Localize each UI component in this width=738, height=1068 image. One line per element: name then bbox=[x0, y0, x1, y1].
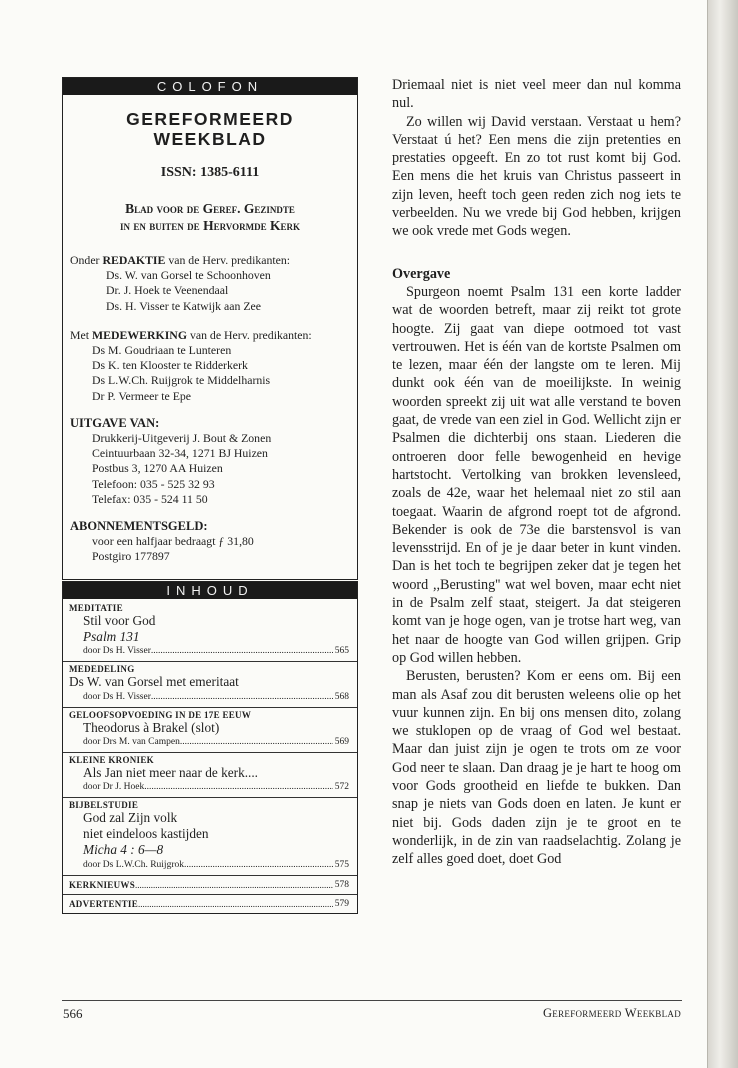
redaktie-block bbox=[63, 253, 357, 314]
subtitle-line2: in en buiten de Hervormde Kerk bbox=[120, 218, 300, 233]
toc-category: KLEINE KRONIEK bbox=[69, 754, 154, 765]
toc-dot-leader bbox=[184, 859, 333, 872]
page-number: 566 bbox=[63, 1006, 83, 1021]
toc-title: Stil voor God bbox=[83, 613, 156, 628]
magazine-title-line1: GEREFORMEERD bbox=[126, 109, 294, 129]
uitgave-line: Telefax: 035 - 524 11 50 bbox=[92, 491, 208, 506]
toc-page: 568 bbox=[334, 691, 349, 702]
toc-title: God zal Zijn volk bbox=[83, 810, 178, 826]
toc-page: 565 bbox=[334, 646, 349, 657]
toc-entry bbox=[63, 798, 357, 872]
toc-entry bbox=[63, 753, 357, 794]
redaktie-heading bbox=[70, 253, 357, 268]
toc-category: MEDITATIE bbox=[69, 603, 123, 613]
inhoud-header: INHOUD bbox=[63, 582, 357, 599]
toc-title: Als Jan niet meer naar de kerk.... bbox=[83, 764, 259, 780]
toc-category: KERKNIEUWS bbox=[69, 879, 136, 890]
article-paragraph: Zo willen wij David verstaan. Verstaat u hem? Verstaat ú het? Een mens die zijn pretenties en prestaties opgeeft. En zo tot rust komt bij God. Een mens die het kruis van Christus passeert in zijn leven, heeft toch geen reden zich nog iets te verbeelden. Nu we vrede bij God hebben, krijgen we ook vrede met Gods wegen. bbox=[392, 113, 681, 240]
toc-dot-leader bbox=[151, 691, 333, 704]
medewerking-name: Dr P. Vermeer te Epe bbox=[92, 388, 192, 403]
magazine-title-line2: WEEKBLAD bbox=[153, 129, 267, 149]
toc-author-line bbox=[69, 691, 349, 704]
article-subheading: Overgave bbox=[392, 265, 451, 282]
abonnement-line: voor een halfjaar bedraagt ƒ 31,80 bbox=[92, 534, 254, 549]
uitgave-line: Drukkerij-Uitgeverij J. Bout & Zonen bbox=[92, 431, 272, 446]
inhoud-box bbox=[62, 581, 358, 914]
article-paragraph: Driemaal niet is niet veel meer dan nul komma nul. bbox=[392, 77, 681, 112]
toc-title: niet eindeloos kastijden bbox=[83, 826, 209, 842]
page-binding-edge bbox=[707, 0, 738, 1068]
uitgave-line: Ceintuurbaan 32-34, 1271 BJ Huizen bbox=[92, 446, 268, 461]
toc-page: 572 bbox=[334, 782, 349, 793]
medewerking-name: Ds M. Goudriaan te Lunteren bbox=[92, 343, 232, 358]
medewerking-block bbox=[63, 328, 357, 404]
uitgave-line: Telefoon: 035 - 525 32 93 bbox=[92, 476, 215, 491]
toc-dot-leader bbox=[144, 781, 333, 794]
toc-category: ADVERTENTIE bbox=[69, 898, 138, 909]
article-paragraph: Spurgeon noemt Psalm 131 een korte ladder wat de woorden betreft, maar zij reikt tot grote hoogte. Zij gaat van diepe ootmoed tot vast vertrouwen. Het is één van de kortste Psalmen om te lezen, maar één der langste om te leren. Mij dunkt ook één van de moeilijkste. In weinig woorden spreekt zij uit wat alle verstand te boven gaat, de vrede van een ziel in God. Wellicht zijn er Psalmen die dichterbij ons staan. Liederen die ontroeren door felle bewogenheid en hevige hartstocht. Vertolking van brokken levensleed, zoals de 42e, waar het helemaal niet zo stil aan toegaat. Waarin de afgrond roept tot de afgrond. Bekender is ook de 73e die barstensvol is van levensstrijd. En of je je daar beter in kunt vinden. Dan is het toch te begrijpen zeker dat je tegen het woord ,,Berusting'' wat wel boven, maar echt niet in de Psalm zelf staat, steigert. Ja dat steigeren komt van je hoge ogen, van je trotse hart weg, van het naar de hoogte van God willen grijpen. Grip op God willen hebben. bbox=[392, 283, 681, 666]
subtitle-line1: Blad voor de Geref. Gezindte bbox=[125, 201, 295, 216]
medewerking-name: Ds K. ten Klooster te Ridderkerk bbox=[92, 358, 248, 373]
toc-dot-leader bbox=[138, 897, 333, 911]
uitgave-heading: UITGAVE VAN: bbox=[70, 415, 160, 430]
toc-entry bbox=[63, 599, 357, 658]
toc-author-line bbox=[69, 781, 349, 794]
footer-rule bbox=[62, 1000, 682, 1001]
article-paragraph: Berusten, berusten? Kom er eens om. Bij een man als Asaf zou dit berusten weleens olie op het vuur kunnen zijn. En bij ons mensen dito, zolang we stuklopen op de vraag of God wel bestaat. Maar dan juist zijn je ogen te trots om ze voor God neer te slaan. Dan draag je je hart te hoog om voor Gods grootheid en liefde te bukken. Dan snap je niets van Gods doen en laten. Je kunt er niet bij. Gods daden zijn je te groot en te wonderlijk, in de zin van raadselachtig. Zolang je zelf alles goed doet, doet God bbox=[392, 668, 681, 868]
toc-entry bbox=[63, 662, 357, 703]
uitgave-block bbox=[63, 416, 357, 507]
colofon-header: COLOFON bbox=[63, 78, 357, 95]
toc-author-line bbox=[69, 736, 349, 749]
toc-author: door Dr J. Hoek bbox=[83, 782, 145, 793]
toc-title: Theodorus à Brakel (slot) bbox=[83, 719, 220, 735]
article-column bbox=[392, 76, 681, 868]
abonnement-block bbox=[63, 519, 357, 579]
toc-author-line bbox=[69, 859, 349, 872]
redaktie-name: Dr. J. Hoek te Veenendaal bbox=[106, 283, 229, 298]
toc-category: MEDEDELING bbox=[69, 664, 135, 675]
abonnement-heading: ABONNEMENTSGELD: bbox=[70, 519, 208, 534]
issn: ISSN: 1385-6111 bbox=[160, 165, 260, 180]
magazine-subtitle bbox=[63, 200, 357, 234]
toc-category: BIJBELSTUDIE bbox=[69, 800, 139, 811]
redaktie-name: Ds. H. Visser te Katwijk aan Zee bbox=[106, 298, 262, 313]
magazine-title bbox=[63, 109, 357, 149]
medewerking-prefix: Met bbox=[70, 327, 92, 342]
colofon-box bbox=[62, 77, 358, 580]
toc-author: door Ds L.W.Ch. Ruijgrok bbox=[83, 859, 184, 870]
toc-dot-leader bbox=[180, 736, 333, 749]
toc-author: door Drs M. van Campen bbox=[83, 736, 180, 747]
toc-kerknieuws bbox=[63, 876, 357, 894]
toc-author: door Ds H. Visser bbox=[83, 646, 151, 657]
medewerking-suffix: van de Herv. predikanten: bbox=[187, 327, 312, 342]
running-title: Gereformeerd Weekblad bbox=[542, 1006, 681, 1020]
toc-category: GELOOFSOPVOEDING IN DE 17E EEUW bbox=[69, 709, 252, 720]
toc-dot-leader bbox=[151, 645, 333, 658]
redaktie-suffix: van de Herv. predikanten: bbox=[165, 253, 291, 267]
toc-page: 569 bbox=[334, 736, 349, 747]
abonnement-line: Postgiro 177897 bbox=[92, 549, 170, 564]
toc-entry bbox=[63, 708, 357, 749]
redaktie-keyword: REDAKTIE bbox=[102, 253, 166, 267]
medewerking-heading bbox=[70, 328, 357, 343]
toc-author: door Ds H. Visser bbox=[83, 691, 151, 702]
toc-subtitle: Micha 4 : 6—8 bbox=[83, 842, 164, 858]
toc-page: 579 bbox=[334, 898, 349, 909]
medewerking-name: Ds L.W.Ch. Ruijgrok te Middelharnis bbox=[92, 373, 271, 388]
uitgave-line: Postbus 3, 1270 AA Huizen bbox=[92, 461, 223, 476]
toc-page: 578 bbox=[334, 879, 349, 890]
toc-page: 575 bbox=[334, 859, 349, 870]
toc-dot-leader bbox=[135, 878, 333, 892]
toc-advertentie bbox=[63, 895, 357, 913]
toc-title: Ds W. van Gorsel met emeritaat bbox=[69, 674, 239, 690]
redaktie-name: Ds. W. van Gorsel te Schoonhoven bbox=[106, 268, 271, 283]
medewerking-keyword: MEDEWERKING bbox=[91, 327, 187, 342]
toc-author-line bbox=[69, 645, 349, 658]
toc-subtitle: Psalm 131 bbox=[83, 629, 140, 645]
redaktie-prefix: Onder bbox=[70, 253, 103, 267]
